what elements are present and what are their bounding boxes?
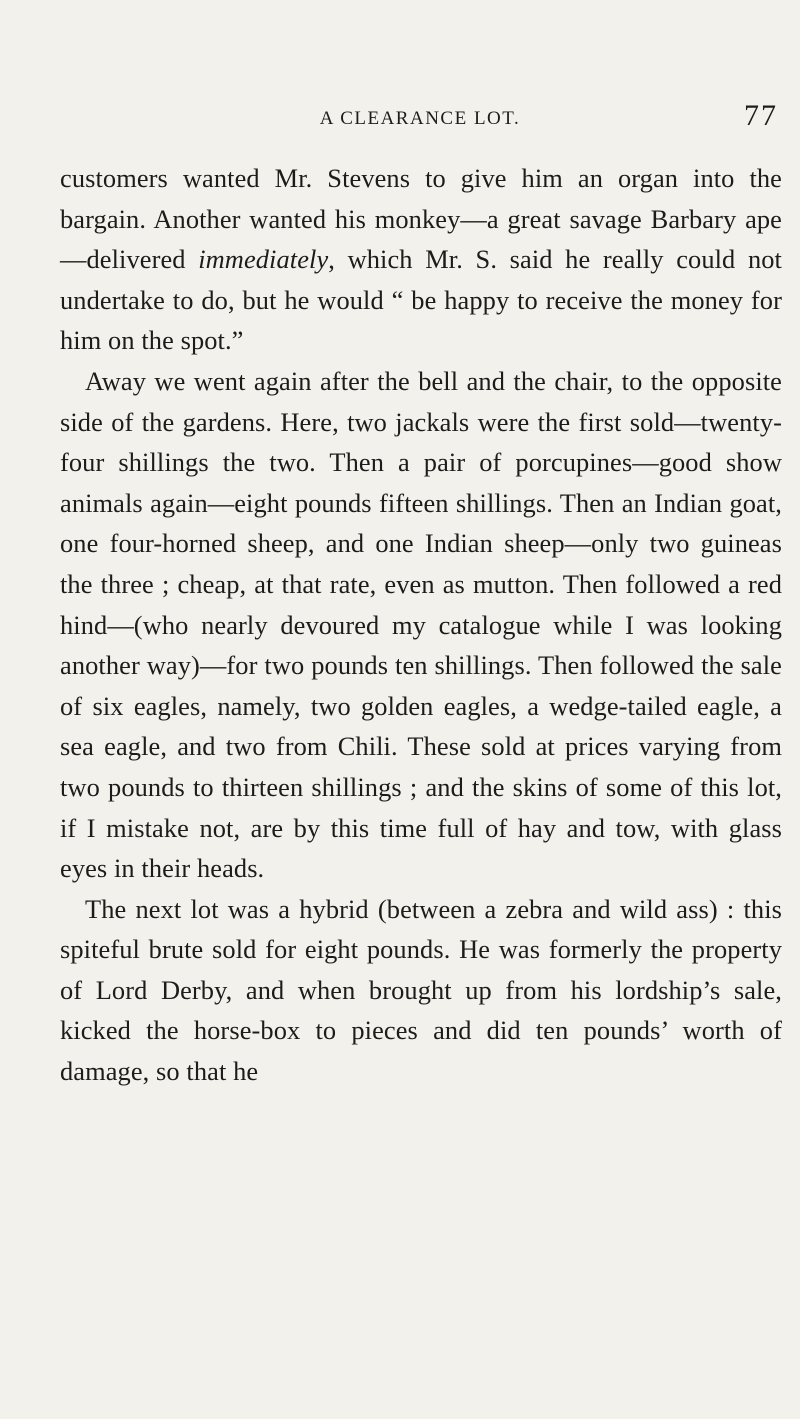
paragraph-3: The next lot was a hybrid (between a zebra and wild ass) : this spiteful brute sold for eight pounds. He was formerly the property of Lord Derby, and when brought up from his lordship’s sale, kicked the horse-box to pieces and did ten pounds’ worth of damage, so that he <box>60 893 782 1087</box>
paragraph-2: Away we went again after the bell and the chair, to the opposite side of the gardens. Here, two jackals were the first sold—twenty-four shillings the two. Then a pair of porcupines—good show animals again—eight pounds fifteen shillings. Then an Indian goat, one four-horned sheep, and one Indian sheep—only two guineas the three ; cheap, at that rate, even as mutton. Then followed a red hind—(who nearly devoured my catalogue while I was looking another way)—for two pounds ten shillings. Then followed the sale of six eagles, namely, two golden eagles, a wedge-tailed eagle, a sea eagle, and two from Chili. These sold at prices varying from two pounds to thirteen shillings ; and the skins of some of this lot, if I mistake not, are by this time full of hay and tow, with glass eyes in their heads. <box>60 365 782 884</box>
paragraph-1-text-b: , which Mr. S. said he really could not undertake to do, but he would “ be happy to receive the money for him on the spot.” <box>60 244 782 356</box>
paragraph-1 <box>60 158 782 361</box>
body-text <box>60 158 782 1092</box>
paragraph-1-text-a: customers wanted Mr. Stevens to give him an organ into the bargain. Another wanted his monkey—a great savage Barbary ape—delivered <box>60 163 782 275</box>
paragraph-1-italic: immediately <box>198 244 329 275</box>
page-number: 77 <box>744 99 778 132</box>
running-title: A CLEARANCE LOT. <box>319 108 521 129</box>
running-head <box>60 99 780 135</box>
